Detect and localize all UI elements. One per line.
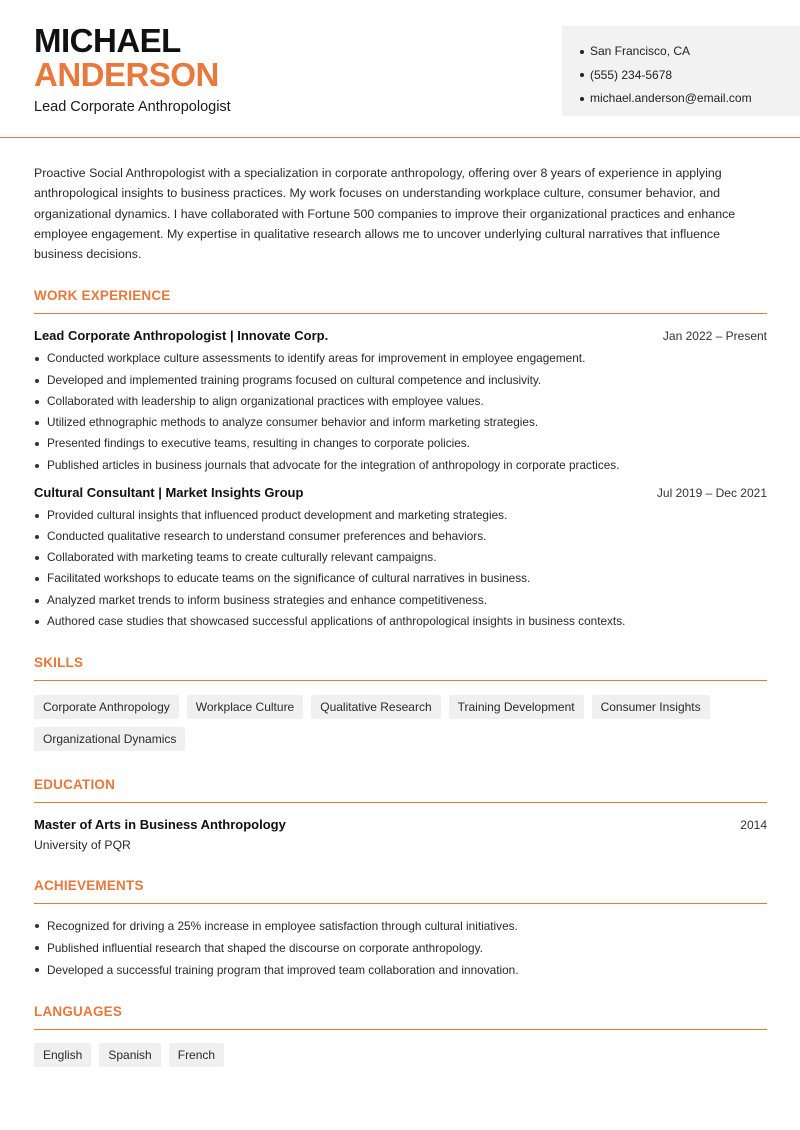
job-header bbox=[34, 328, 767, 343]
bullet-icon bbox=[580, 73, 584, 77]
skill-tag: Training Development bbox=[449, 695, 584, 719]
contact-location bbox=[580, 40, 800, 64]
school: University of PQR bbox=[34, 837, 131, 852]
phone-text: (555) 234-5678 bbox=[590, 67, 673, 82]
list-item: Utilized ethnographic methods to analyze consumer behavior and inform marketing strategies. bbox=[34, 412, 767, 433]
list-item: Provided cultural insights that influenced product development and marketing strategies. bbox=[34, 505, 767, 526]
section-title-skills: SKILLS bbox=[34, 655, 767, 681]
summary: Proactive Social Anthropologist with a specialization in corporate anthropology, offering over 8 years of experience in applying anthropological insights to business practices. My work focuses on understanding workplace culture, consumer behavior, and organizational dynamics. I have collaborated with Fortune 500 companies to improve their organizational practices and enhance employee engagement. My expertise in qualitative research allows me to uncover underlying cultural narratives that influence business decisions. bbox=[34, 166, 736, 262]
list-item: Authored case studies that showcased successful applications of anthropological insights in business contexts. bbox=[34, 611, 767, 632]
first-name: MICHAEL bbox=[34, 22, 181, 59]
education-header bbox=[34, 817, 767, 832]
language-tags bbox=[34, 1043, 767, 1067]
skill-tag: Qualitative Research bbox=[311, 695, 440, 719]
location-text: San Francisco, CA bbox=[590, 44, 691, 58]
language-tag: Spanish bbox=[99, 1043, 160, 1067]
job-title-heading: Lead Corporate Anthropologist bbox=[34, 99, 231, 115]
degree: Master of Arts in Business Anthropology bbox=[34, 816, 286, 832]
list-item: Collaborated with marketing teams to create culturally relevant campaigns. bbox=[34, 547, 767, 568]
contact-box bbox=[562, 26, 800, 116]
skill-tag: Workplace Culture bbox=[187, 695, 303, 719]
skills-tags bbox=[34, 695, 767, 751]
list-item: Collaborated with leadership to align organizational practices with employee values. bbox=[34, 391, 767, 412]
section-title-languages: LANGUAGES bbox=[34, 1004, 767, 1030]
education-entry bbox=[34, 817, 767, 852]
section-title-work: WORK EXPERIENCE bbox=[34, 288, 767, 314]
list-item: Conducted workplace culture assessments to identify areas for improvement in employee engagement. bbox=[34, 348, 767, 369]
job-title: Cultural Consultant | Market Insights Group bbox=[34, 484, 304, 500]
skills-section bbox=[34, 655, 767, 751]
resume-header bbox=[0, 0, 800, 138]
list-item: Developed and implemented training programs focused on cultural competence and inclusivity. bbox=[34, 370, 767, 391]
contact-phone bbox=[580, 64, 800, 88]
list-item: Facilitated workshops to educate teams on the significance of cultural narratives in business. bbox=[34, 568, 767, 589]
list-item: Analyzed market trends to inform business strategies and enhance competitiveness. bbox=[34, 590, 767, 611]
list-item: Published influential research that shaped the discourse on corporate anthropology. bbox=[34, 937, 767, 959]
achievements-list bbox=[34, 915, 767, 981]
skill-tag: Organizational Dynamics bbox=[34, 727, 185, 751]
contact-email bbox=[580, 87, 800, 111]
work-experience-section bbox=[34, 288, 767, 631]
last-name: ANDERSON bbox=[34, 56, 219, 93]
job-entry bbox=[34, 485, 767, 632]
achievements-section bbox=[34, 878, 767, 981]
language-tag: French bbox=[169, 1043, 224, 1067]
education-section bbox=[34, 777, 767, 852]
list-item: Presented findings to executive teams, resulting in changes to corporate policies. bbox=[34, 433, 767, 454]
skill-tag: Corporate Anthropology bbox=[34, 695, 179, 719]
languages-section bbox=[34, 1004, 767, 1067]
language-tag: English bbox=[34, 1043, 91, 1067]
list-item: Published articles in business journals that advocate for the integration of anthropology in corporate practices. bbox=[34, 455, 767, 476]
job-bullets bbox=[34, 505, 767, 632]
list-item: Developed a successful training program that improved team collaboration and innovation. bbox=[34, 959, 767, 981]
candidate-name bbox=[34, 24, 219, 92]
list-item: Conducted qualitative research to understand consumer preferences and behaviors. bbox=[34, 526, 767, 547]
job-title: Lead Corporate Anthropologist | Innovate Corp. bbox=[34, 328, 329, 344]
email-text: michael.anderson@email.com bbox=[590, 91, 752, 105]
section-title-achievements: ACHIEVEMENTS bbox=[34, 878, 767, 904]
job-date: Jan 2022 – Present bbox=[662, 329, 767, 344]
job-entry bbox=[34, 328, 767, 475]
skill-tag: Consumer Insights bbox=[592, 695, 710, 719]
bullet-icon bbox=[580, 97, 584, 101]
job-bullets bbox=[34, 348, 767, 475]
list-item: Recognized for driving a 25% increase in employee satisfaction through cultural initiatives. bbox=[34, 915, 767, 937]
bullet-icon bbox=[580, 50, 584, 54]
graduation-year: 2014 bbox=[740, 817, 767, 832]
resume-body bbox=[34, 163, 767, 1067]
job-header bbox=[34, 485, 767, 500]
section-title-education: EDUCATION bbox=[34, 777, 767, 803]
job-date: Jul 2019 – Dec 2021 bbox=[656, 485, 767, 500]
